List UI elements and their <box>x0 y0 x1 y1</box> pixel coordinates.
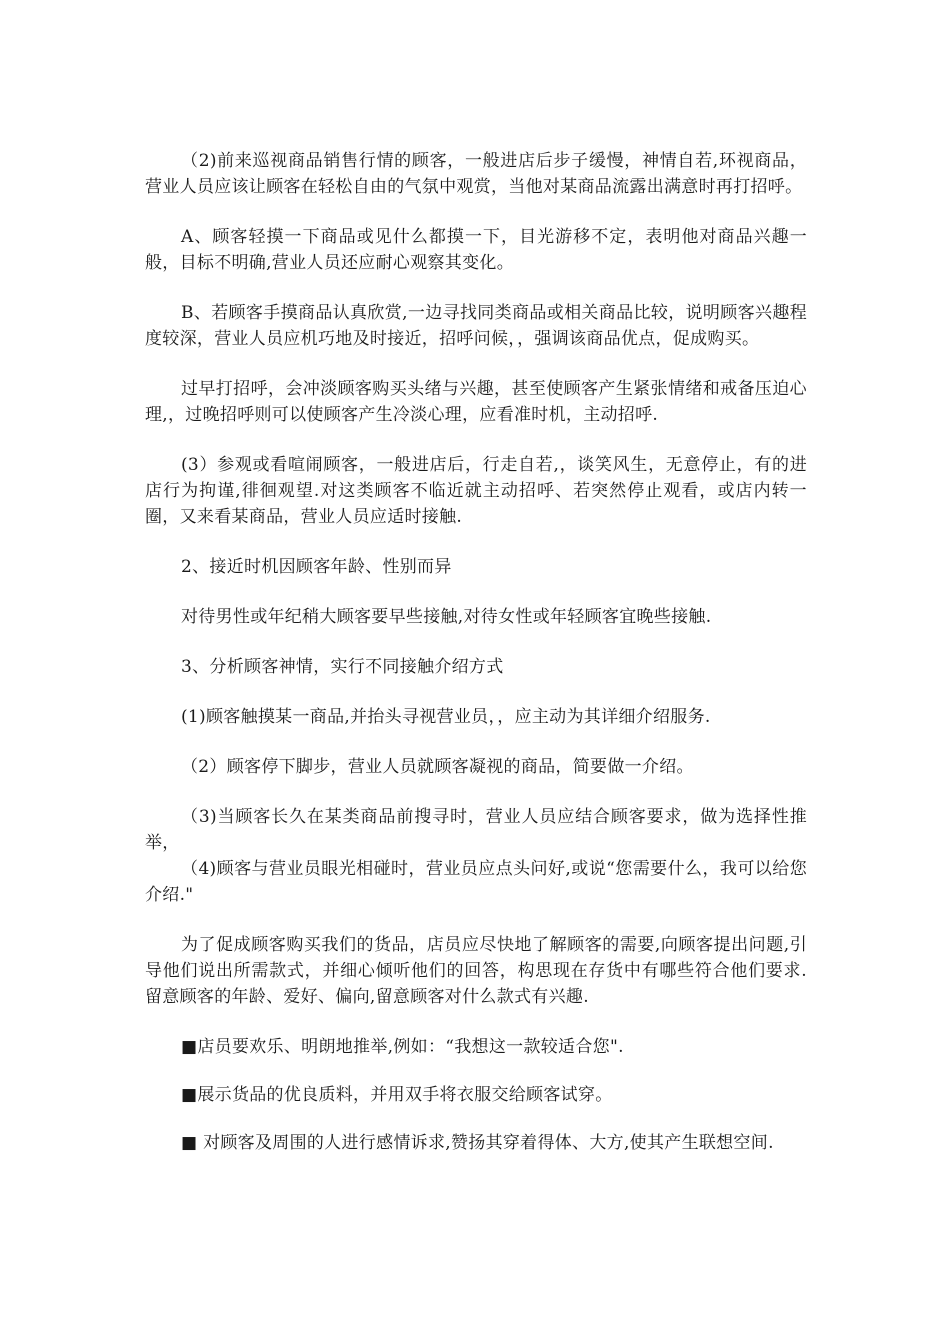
bullet-show-quality: ■展示货品的优良质料，并用双手将衣服交给顾客试穿。 <box>181 1085 613 1105</box>
paragraph-eye-contact: （4)顾客与营业员眼光相碰时，营业员应点头问好,或说“您需要什么，我可以给您介绍." <box>145 859 807 905</box>
paragraph-stop-walking: （2）顾客停下脚步，营业人员就顾客凝视的商品，简要做一介绍。 <box>181 757 694 777</box>
section-heading-expression: 3、分析顾客神情，实行不同接触介绍方式 <box>181 657 504 677</box>
bullet-emotional-appeal: ■ 对顾客及周围的人进行感情诉求,赞扬其穿着得体、大方,使其产生联想空间. <box>181 1133 774 1153</box>
paragraph-touch-product: (1)顾客触摸某一商品,并抬头寻视营业员，，应主动为其详细介绍服务. <box>181 707 711 727</box>
section-heading-age-gender: 2、接近时机因顾客年龄、性别而异 <box>181 557 452 577</box>
document-body <box>145 148 807 1180</box>
paragraph-browsing-customers: （2)前来巡视商品销售行情的顾客，一般进店后步子缓慢，神情自若,环视商品，营业人员应该让顾客在轻松自由的气氛中观赏，当他对某商品流露出满意时再打招呼。 <box>145 151 807 197</box>
paragraph-age-gender: 对待男性或年纪稍大顾客要早些接触,对待女性或年轻顾客宜晚些接触. <box>181 607 712 627</box>
paragraph-point-a: A、顾客轻摸一下商品或见什么都摸一下，目光游移不定，表明他对商品兴趣一般，目标不明确,营业人员还应耐心观察其变化。 <box>145 227 807 273</box>
paragraph-point-b: B、若顾客手摸商品认真欣赏,一边寻找同类商品或相关商品比较，说明顾客兴趣程度较深，营业人员应机巧地及时接近，招呼问候，，强调该商品优点，促成购买。 <box>145 303 807 349</box>
paragraph-greeting-timing: 过早打招呼，会冲淡顾客购买头绪与兴趣，甚至使顾客产生紧张情绪和戒备压迫心理,，过晚招呼则可以使顾客产生冷淡心理，应看准时机，主动招呼. <box>145 379 807 425</box>
paragraph-long-search: （3)当顾客长久在某类商品前搜寻时，营业人员应结合顾客要求，做为选择性推举， <box>145 807 807 853</box>
paragraph-promote-purchase: 为了促成顾客购买我们的货品，店员应尽快地了解顾客的需要,向顾客提出问题,引导他们说出所需款式，并细心倾听他们的回答，构思现在存货中有哪些符合他们要求.留意顾客的年龄、爱好、偏向,留意顾客对什么款式有兴趣. <box>145 935 807 1007</box>
paragraph-visiting-customers: (3）参观或看喧闹顾客，一般进店后，行走自若,，谈笑风生，无意停止，有的进店行为拘谨,徘徊观望.对这类顾客不临近就主动招呼、若突然停止观看，或店内转一圈，又来看某商品，营业人员应适时接触. <box>145 455 807 527</box>
bullet-recommend: ■店员要欢乐、明朗地推举,例如：“我想这一款较适合您". <box>181 1037 624 1057</box>
